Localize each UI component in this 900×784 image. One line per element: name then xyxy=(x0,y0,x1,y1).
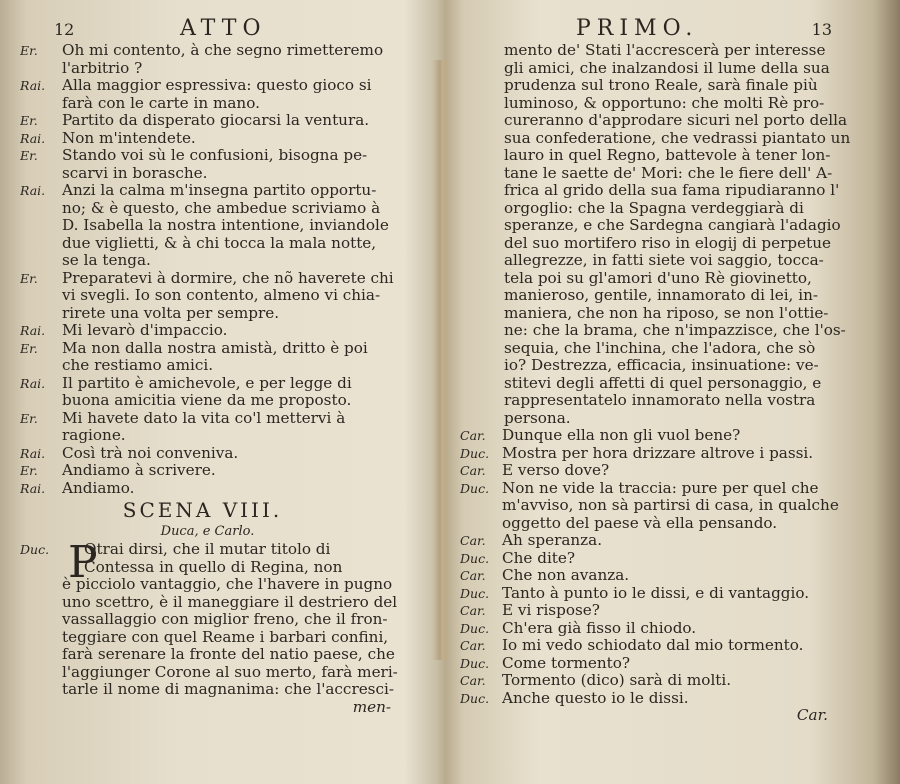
speaker-label: Er. xyxy=(20,340,38,356)
line-text: l'aggiunger Corone al suo merto, farà meri- xyxy=(62,663,398,681)
text-line xyxy=(504,95,850,113)
text-line xyxy=(504,252,850,270)
page-number: 12 xyxy=(54,20,75,39)
text-line xyxy=(460,602,850,620)
text-line xyxy=(20,445,425,463)
text-line xyxy=(504,42,850,60)
speaker-label: Car. xyxy=(460,568,486,583)
speaker-label: Rai. xyxy=(20,323,46,338)
text-line xyxy=(20,541,425,559)
line-text: m'avviso, non sà partirsi di casa, in qualche xyxy=(502,497,839,514)
line-text: ne: che la brama, che n'impazzisce, che l'os- xyxy=(504,322,846,339)
speaker-label: Duc. xyxy=(460,585,490,601)
right-page xyxy=(460,0,850,784)
text-line xyxy=(504,77,850,95)
line-text: rirete una volta per sempre. xyxy=(62,304,280,322)
text-line xyxy=(20,287,425,305)
text-line xyxy=(20,559,425,577)
speaker-label: Car. xyxy=(460,428,486,443)
text-line xyxy=(460,445,850,463)
speaker-label: Duc. xyxy=(460,620,490,636)
line-text: E vi rispose? xyxy=(502,602,600,619)
speaker-label: Duc. xyxy=(460,445,490,461)
line-text: se la tenga. xyxy=(62,252,151,269)
speaker-label: Er. xyxy=(20,148,38,163)
running-head: ATTO xyxy=(180,16,267,41)
speaker-label: Er. xyxy=(20,43,38,58)
speaker-label: Duc. xyxy=(20,542,50,557)
line-text: D. Isabella la nostra intentione, inviandole xyxy=(62,217,389,234)
scene-title: SCENA VIII. xyxy=(122,498,283,522)
drop-cap: P xyxy=(68,537,98,588)
line-text: Che dite? xyxy=(502,549,576,567)
text-line xyxy=(20,480,425,498)
speaker-label: Rai. xyxy=(20,130,46,146)
text-line xyxy=(20,42,425,60)
line-text: mento de' Stati l'accrescerà per interesse xyxy=(504,42,826,59)
line-text: Tanto à punto io le dissi, e di vantaggio. xyxy=(502,584,810,602)
speaker-label: Rai. xyxy=(20,375,46,391)
speaker-label: Car. xyxy=(460,638,486,653)
text-line xyxy=(20,235,425,253)
text-line xyxy=(20,646,425,664)
text-line xyxy=(20,60,425,78)
text-line xyxy=(20,410,425,428)
speaker-label: Duc. xyxy=(460,690,490,706)
speaker-label: Rai. xyxy=(20,480,46,496)
speaker-label: Duc. xyxy=(460,655,490,671)
text-line xyxy=(20,200,425,218)
text-line xyxy=(504,270,850,288)
text-line xyxy=(460,585,850,603)
speaker-label: Er. xyxy=(20,113,38,128)
line-text: Mi levarò d'impaccio. xyxy=(62,322,228,339)
text-line xyxy=(504,112,850,130)
line-text: Andiamo. xyxy=(62,479,135,497)
text-line xyxy=(20,130,425,148)
text-line xyxy=(460,567,850,585)
text-line xyxy=(20,217,425,235)
catchword: men- xyxy=(352,698,391,716)
line-text: due viglietti, & à chi tocca la mala notte, xyxy=(62,234,377,252)
text-line xyxy=(460,462,850,480)
text-line xyxy=(20,357,425,375)
line-text: Contessa in quello di Regina, non xyxy=(84,558,343,576)
text-line xyxy=(20,305,425,323)
line-text: maniera, che non ha riposo, se non l'ottie- xyxy=(504,304,829,322)
text-line xyxy=(460,515,850,533)
line-text: rappresentatelo innamorato nella vostra xyxy=(504,392,816,409)
line-text: tela poi su gl'amori d'uno Rè giovinetto, xyxy=(504,269,812,287)
text-line xyxy=(504,287,850,305)
book-gutter xyxy=(432,60,450,660)
line-text: Alla maggior espressiva: questo gioco si xyxy=(62,77,372,94)
line-text: oggetto del paese và ella pensando. xyxy=(502,514,778,532)
speaker-label: Er. xyxy=(20,463,38,478)
line-text: stitevi degli affetti di quel personaggio, e xyxy=(504,374,822,392)
text-line xyxy=(504,375,850,393)
line-text: Mostra per hora drizzare altrove i passi. xyxy=(502,444,814,462)
text-line xyxy=(504,305,850,323)
text-line xyxy=(460,620,850,638)
text-line xyxy=(504,410,850,428)
line-text: allegrezze, in fatti siete voi saggio, tocca- xyxy=(504,252,824,269)
text-line xyxy=(460,497,850,515)
text-line xyxy=(504,357,850,375)
speaker-label: Car. xyxy=(460,463,486,478)
text-line xyxy=(504,340,850,358)
line-text: Stando voi sù le confusioni, bisogna pe- xyxy=(62,147,368,164)
text-line xyxy=(460,550,850,568)
text-line xyxy=(460,480,850,498)
line-text: del suo mortifero riso in elogij di perpetue xyxy=(504,234,831,252)
line-text: è picciolo vantaggio, che l'havere in pugno xyxy=(62,576,393,593)
line-text: Io mi vedo schiodato dal mio tormento. xyxy=(502,637,804,654)
line-text: Tormento (dico) sarà di molti. xyxy=(502,672,732,689)
text-line xyxy=(20,681,425,699)
line-text: gli amici, che inalzandosi il lume della sua xyxy=(504,59,830,77)
line-text: persona. xyxy=(504,409,571,427)
text-line xyxy=(20,594,425,612)
text-line xyxy=(20,611,425,629)
text-line xyxy=(20,147,425,165)
text-line xyxy=(504,322,850,340)
line-text: sequia, che l'inchina, che l'adora, che sò xyxy=(504,339,816,357)
scene-persons: Duca, e Carlo. xyxy=(160,524,255,539)
text-line xyxy=(20,462,425,480)
line-text: teggiare con quel Reame i barbari confini, xyxy=(62,628,389,646)
line-text: farà con le carte in mano. xyxy=(62,94,260,112)
line-text: E verso dove? xyxy=(502,462,610,479)
line-text: uno scettro, è il maneggiare il destriero del xyxy=(62,593,398,611)
line-text: Preparatevi à dormire, che nõ haverete chi xyxy=(62,269,394,287)
speaker-label: Duc. xyxy=(460,480,490,496)
speaker-label: Car. xyxy=(460,673,486,688)
line-text: prudenza sul trono Reale, sarà finale più xyxy=(504,77,818,94)
line-text: Così trà noi conveniva. xyxy=(62,444,239,462)
catchword: Car. xyxy=(796,707,828,724)
running-head: PRIMO. xyxy=(576,16,699,41)
line-text: Che non avanza. xyxy=(502,567,630,584)
line-text: no; & è questo, che ambedue scriviamo à xyxy=(62,199,381,217)
text-line xyxy=(20,95,425,113)
speaker-label: Er. xyxy=(20,410,38,426)
speaker-label: Car. xyxy=(460,603,486,618)
text-line xyxy=(20,112,425,130)
line-text: vassallaggio con miglior freno, che il fron- xyxy=(62,611,388,628)
text-line xyxy=(20,576,425,594)
text-line xyxy=(504,217,850,235)
text-line xyxy=(20,77,425,95)
speaker-label: Car. xyxy=(460,533,486,548)
text-line xyxy=(20,664,425,682)
text-line xyxy=(20,165,425,183)
line-text: io? Destrezza, efficacia, insinuatione: ve- xyxy=(504,357,819,374)
line-text: scarvi in borasche. xyxy=(62,164,208,182)
line-text: vi svegli. Io son contento, almeno vi chia- xyxy=(62,287,381,304)
text-line xyxy=(460,427,850,445)
line-text: frica al grido della sua fama ripudiaranno l' xyxy=(504,182,840,199)
line-text: Il partito è amichevole, e per legge di xyxy=(62,374,352,392)
right-text-block xyxy=(460,42,850,725)
text-line xyxy=(20,629,425,647)
text-line xyxy=(504,182,850,200)
line-text: Mi havete dato la vita co'l mettervi à xyxy=(62,409,346,427)
line-text: Anche questo io le dissi. xyxy=(502,689,689,707)
line-text: sua confederatione, che vedrassi piantato un xyxy=(504,129,850,147)
line-text: lauro in quel Regno, battevole à tener lon- xyxy=(504,147,831,164)
line-text: Andiamo à scrivere. xyxy=(62,462,216,479)
line-text: Come tormento? xyxy=(502,654,631,672)
text-line xyxy=(504,165,850,183)
speaker-label: Rai. xyxy=(20,445,46,461)
left-text-block xyxy=(20,42,425,716)
text-line xyxy=(20,322,425,340)
text-line xyxy=(460,637,850,655)
text-line xyxy=(20,375,425,393)
text-line xyxy=(460,532,850,550)
line-text: Anzi la calma m'insegna partito opportu- xyxy=(62,182,377,199)
text-line xyxy=(20,427,425,445)
line-text: Ah speranza. xyxy=(502,532,603,549)
speaker-label: Er. xyxy=(20,270,38,286)
line-text: luminoso, & opportuno: che molti Rè pro- xyxy=(504,94,825,112)
line-text: Oh mi contento, à che segno rimetteremo xyxy=(62,42,384,59)
text-line xyxy=(504,392,850,410)
line-text: farà serenare la fronte del natio paese, che xyxy=(62,646,395,663)
text-line xyxy=(460,655,850,673)
line-text: tarle il nome di magnanima: che l'accresci- xyxy=(62,681,394,698)
line-text: Partito da disperato giocarsi la ventura. xyxy=(62,112,370,129)
text-line xyxy=(20,392,425,410)
line-text: Non ne vide la traccia: pure per quel che xyxy=(502,479,819,497)
line-text: Ma non dalla nostra amistà, dritto è poi xyxy=(62,339,368,357)
page-number: 13 xyxy=(811,20,832,39)
line-text: ragione. xyxy=(62,427,126,444)
line-text: Ch'era già fisso il chiodo. xyxy=(502,619,697,637)
text-line xyxy=(504,60,850,78)
line-text: l'arbitrio ? xyxy=(62,59,143,77)
text-line xyxy=(504,130,850,148)
text-line xyxy=(504,235,850,253)
text-line xyxy=(20,252,425,270)
text-line xyxy=(504,147,850,165)
text-line xyxy=(460,672,850,690)
line-text: buona amicitia viene da me proposto. xyxy=(62,392,352,409)
line-text: speranze, e che Sardegna cangiarà l'adagio xyxy=(504,217,841,234)
speaker-label: Rai. xyxy=(20,183,46,198)
text-line xyxy=(20,182,425,200)
line-text: manieroso, gentile, innamorato di lei, in- xyxy=(504,287,818,304)
line-text: cureranno d'approdare sicuri nel porto della xyxy=(504,112,848,129)
text-line xyxy=(460,690,850,708)
line-text: Non m'intendete. xyxy=(62,129,196,147)
line-text: che restiamo amici. xyxy=(62,357,214,374)
left-page xyxy=(20,0,425,784)
line-text: Otrai dirsi, che il mutar titolo di xyxy=(84,541,331,558)
line-text: Dunque ella non gli vuol bene? xyxy=(502,427,741,444)
speaker-label: Rai. xyxy=(20,78,46,93)
speaker-label: Duc. xyxy=(460,550,490,566)
line-text: orgoglio: che la Spagna verdeggiarà di xyxy=(504,199,804,217)
text-line xyxy=(20,270,425,288)
text-line xyxy=(20,340,425,358)
text-line xyxy=(504,200,850,218)
line-text: tane le saette de' Mori: che le fiere dell' A- xyxy=(504,164,833,182)
